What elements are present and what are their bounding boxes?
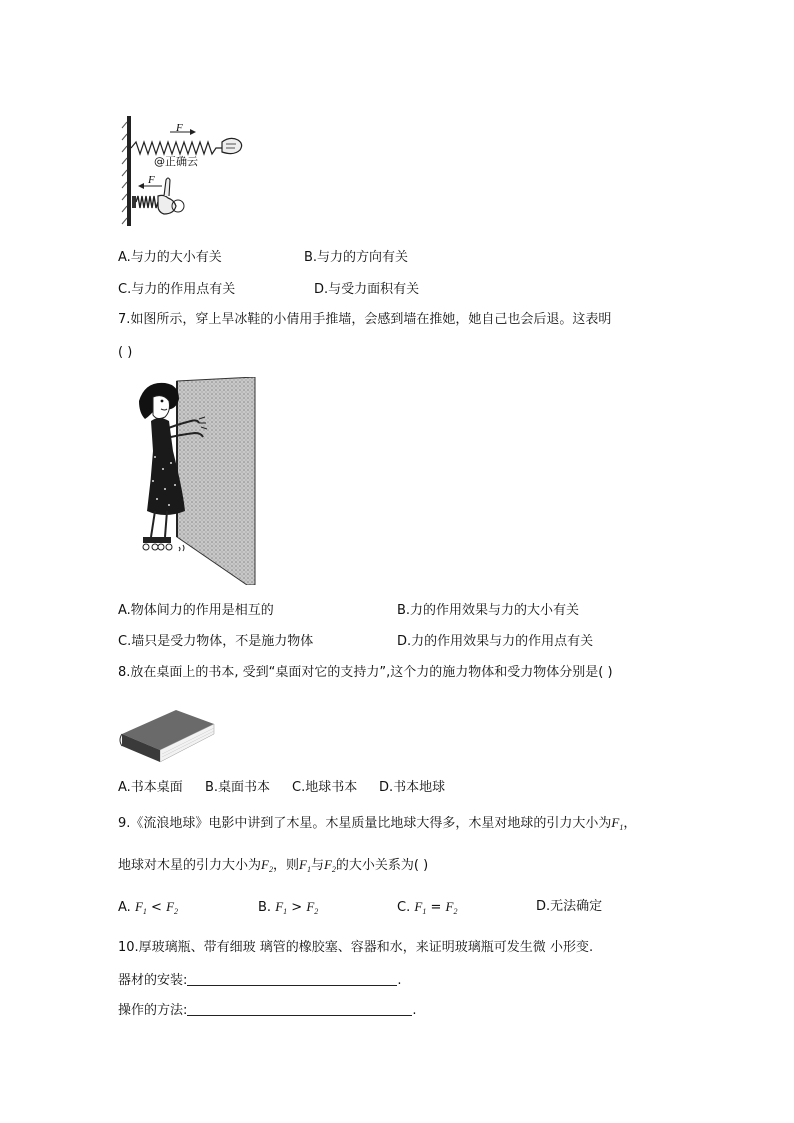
q10-stem: 10.厚玻璃瓶、带有细玻 璃管的橡胶塞、容器和水，来证明玻璃瓶可发生微 小形变. — [118, 940, 594, 955]
book-illustration — [118, 706, 218, 766]
q6-option-d: D.与受力面积有关 — [314, 282, 420, 297]
q9-line2-part-d: 的大小关系为( ) — [335, 858, 429, 873]
q8-stem: 8.放在桌面上的书本, 受到“桌面对它的支持力”,这个力的施力物体和受力物体分别是( ) — [118, 665, 613, 680]
q9-stem-line2 — [118, 857, 428, 878]
q9-option-c: C. $F_1 = F_2$ — [397, 899, 458, 916]
q9-option-d: D.无法确定 — [536, 899, 603, 914]
f2-symbol: $F_2$ — [323, 857, 336, 874]
f1-symbol: $F_1$ — [298, 857, 311, 874]
install-end-punct: . — [397, 973, 402, 988]
q8-option-a: A.书本桌面 — [118, 780, 183, 795]
q8-option-b: B.桌面书本 — [205, 780, 271, 795]
q8-option-c: C.地球书本 — [292, 780, 358, 795]
method-end-punct: . — [412, 1003, 417, 1018]
q9-line1-text: 9.《流浪地球》电影中讲到了木星。木星质量比地球大得多，木星对地球的引力大小为 — [118, 816, 612, 831]
q6-spring-figure — [118, 112, 248, 230]
q9-line1-end: ， — [623, 816, 637, 831]
install-label: 器材的安装: — [118, 973, 188, 988]
q7-option-d: D.力的作用效果与力的作用点有关 — [397, 634, 594, 649]
q9-stem-line1 — [118, 815, 636, 836]
q10-method-line — [118, 1002, 417, 1019]
q9-option-a: A. $F_1 < F_2$ — [118, 899, 179, 916]
q7-option-b: B.力的作用效果与力的大小有关 — [397, 603, 580, 618]
q7-option-a: A.物体间力的作用是相互的 — [118, 603, 274, 618]
f1-symbol: $F_1$ — [611, 815, 624, 832]
q7-girl-wall-figure — [135, 377, 257, 585]
q7-stem-line2: ( ) — [118, 345, 133, 360]
girl-pushing-wall-illustration — [135, 377, 257, 585]
q10-install-line — [118, 972, 402, 989]
q7-stem-line1: 7.如图所示，穿上旱冰鞋的小倩用手推墙，会感到墙在推她，她自己也会后退。这表明 — [118, 312, 612, 327]
install-answer-blank[interactable] — [187, 972, 397, 986]
q9-line2-part-b: ，则 — [272, 858, 299, 873]
q7-option-c: C.墙只是受力物体，不是施力物体 — [118, 634, 314, 649]
q6-option-c: C.与力的作用点有关 — [118, 282, 236, 297]
spring-wall-illustration — [118, 112, 248, 230]
q6-option-a: A.与力的大小有关 — [118, 250, 222, 265]
method-answer-blank[interactable] — [187, 1002, 412, 1016]
force-label-top: F — [176, 122, 183, 134]
f2-symbol: $F_2$ — [261, 857, 273, 874]
method-label: 操作的方法: — [118, 1003, 188, 1018]
force-label-bottom: F — [148, 174, 155, 186]
q9-line2-part-c: 与 — [310, 858, 324, 873]
q8-book-figure — [118, 706, 218, 766]
q9-line2-part-a: 地球对木星的引力大小为 — [118, 858, 262, 873]
q6-option-b: B.与力的方向有关 — [304, 250, 409, 265]
q8-option-d: D.书本地球 — [379, 780, 446, 795]
q9-option-b: B. $F_1 > F_2$ — [258, 899, 319, 916]
watermark-text: @正确云 — [154, 155, 198, 168]
